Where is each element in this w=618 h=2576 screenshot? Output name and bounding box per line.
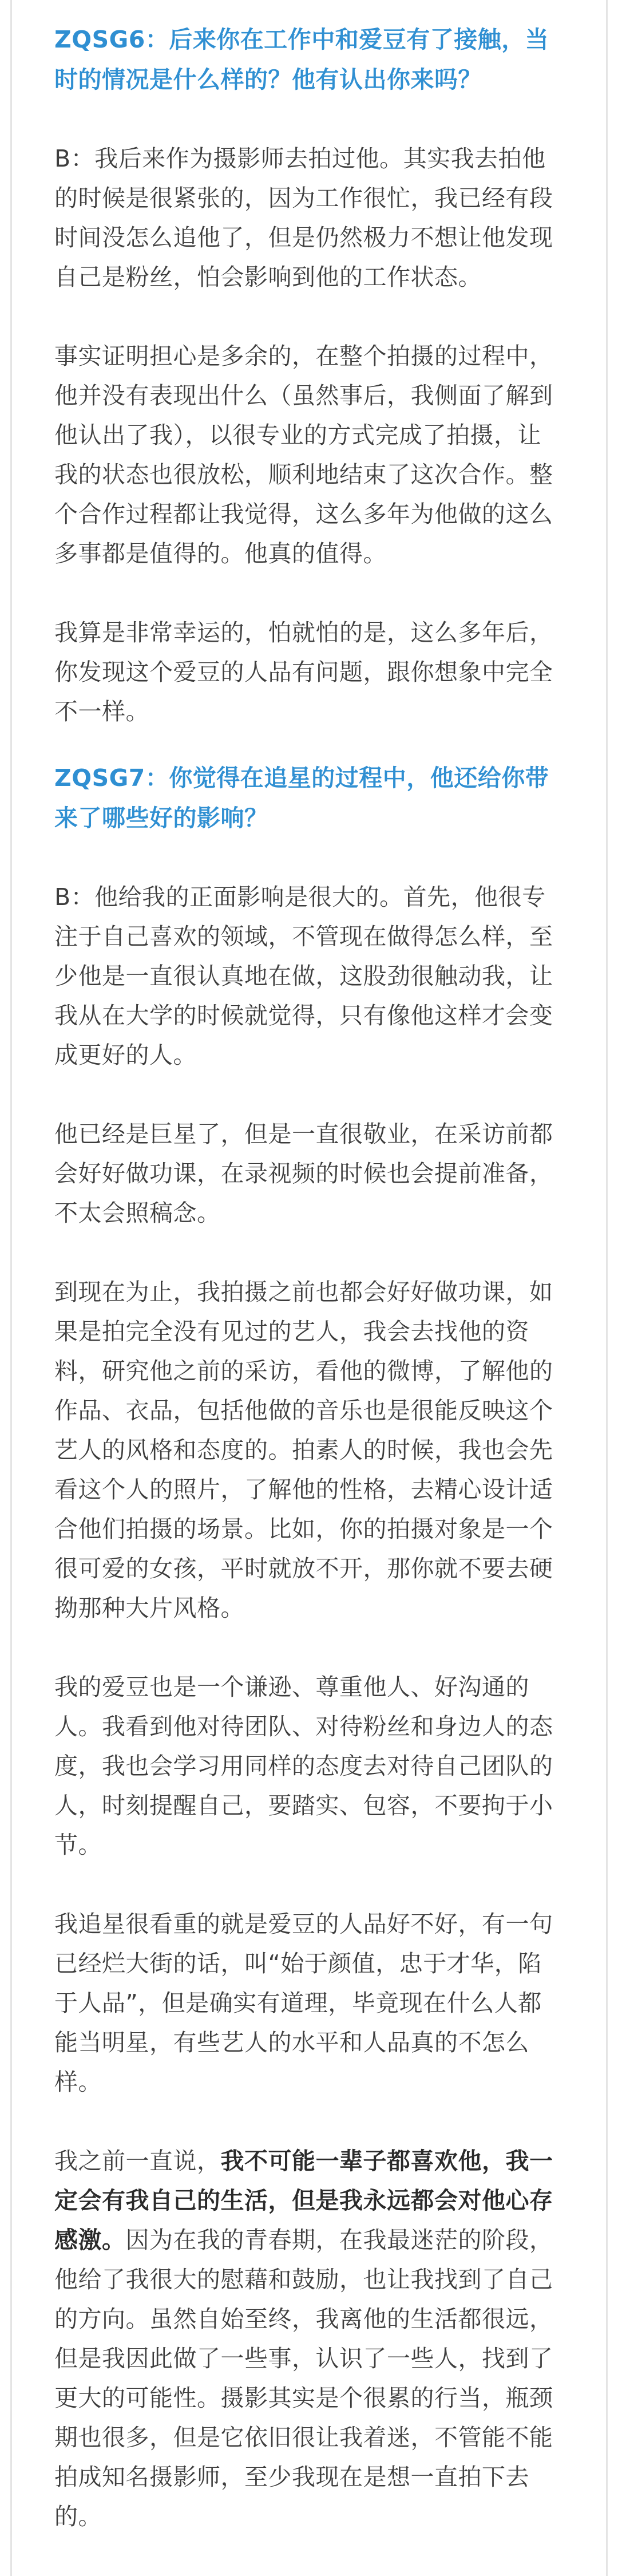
answer-6-paragraph-3: 我算是非常幸运的，怕就怕的是，这么多年后，你发现这个爱豆的人品有问题，跟你想象中完全不一样。 bbox=[54, 619, 553, 725]
answer-6-paragraph-2: 事实证明担心是多余的，在整个拍摄的过程中，他并没有表现出什么（虽然事后，我侧面了解到他认出了我），以很专业的方式完成了拍摄，让我的状态也很放松，顺利地结束了这次合作。整个合作过程都让我觉得，这么多年为他做的这么多事都是值得的。他真的值得。 bbox=[54, 342, 553, 567]
answer-7-paragraph-1: B：他给我的正面影响是很大的。首先，他很专注于自己喜欢的领域，不管现在做得怎么样，至少他是一直很认真地在做，这股劲很触动我，让我从在大学的时候就觉得，只有像他这样才会变成更好的人。 bbox=[54, 883, 553, 1069]
answer-6-paragraph-1: B：我后来作为摄影师去拍过他。其实我去拍他的时候是很紧张的，因为工作很忙，我已经有段时间没怎么追他了，但是仍然极力不想让他发现自己是粉丝，怕会影响到他的工作状态。 bbox=[54, 145, 553, 291]
answer-7-paragraph-5: 我追星很看重的就是爱豆的人品好不好，有一句已经烂大街的话，叫“始于颜值，忠于才华，陷于人品”，但是确实有道理，毕竟现在什么人都能当明星，有些艺人的水平和人品真的不怎么样。 bbox=[54, 1910, 553, 2096]
answer-7-paragraph-6-lead: 我之前一直说， bbox=[54, 2147, 221, 2175]
question-6: ZQSG6：后来你在工作中和爱豆有了接触，当时的情况是什么样的？他有认出你来吗？ bbox=[54, 26, 549, 93]
answer-7-paragraph-6 bbox=[54, 2142, 564, 2537]
answer-7-paragraph-3: 到现在为止，我拍摄之前也都会好好做功课，如果是拍完全没有见过的艺人，我会去找他的资料，研究他之前的采访，看他的微博，了解他的作品、衣品，包括他做的音乐也是很能反映这个艺人的风格和态度的。拍素人的时候，我也会先看这个人的照片，了解他的性格，去精心设计适合他们拍摄的场景。比如，你的拍摄对象是一个很可爱的女孩，平时就放不开，那你就不要去硬拗那种大片风格。 bbox=[54, 1278, 553, 1622]
left-border bbox=[10, 0, 12, 2576]
answer-7-paragraph-4: 我的爱豆也是一个谦逊、尊重他人、好沟通的人。我看到他对待团队、对待粉丝和身边人的态度，我也会学习用同样的态度去对待自己团队的人，时刻提醒自己，要踏实、包容，不要拘于小节。 bbox=[54, 1673, 553, 1859]
answer-7-paragraph-6-rest: 因为在我的青春期，在我最迷茫的阶段，他给了我很大的慰藉和鼓励，也让我找到了自己的方向。虽然自始至终，我离他的生活都很远，但是我因此做了一些事，认识了一些人，找到了更大的可能性。摄影其实是个很累的行当，瓶颈期也很多，但是它依旧很让我着迷，不管能不能拍成知名摄影师，至少我现在是想一直拍下去的。 bbox=[54, 2226, 553, 2530]
answer-7-paragraph-6-emphasis: 我不可能一辈子都喜欢他，我一定会有我自己的生活，但是我永远都会对他心存感激。 bbox=[54, 2147, 553, 2254]
article-body bbox=[54, 19, 564, 2537]
right-border bbox=[606, 0, 608, 2576]
question-7: ZQSG7：你觉得在追星的过程中，他还给你带来了哪些好的影响？ bbox=[54, 764, 549, 832]
answer-7-paragraph-2: 他已经是巨星了，但是一直很敬业，在采访前都会好好做功课，在录视频的时候也会提前准备，不太会照稿念。 bbox=[54, 1120, 553, 1227]
